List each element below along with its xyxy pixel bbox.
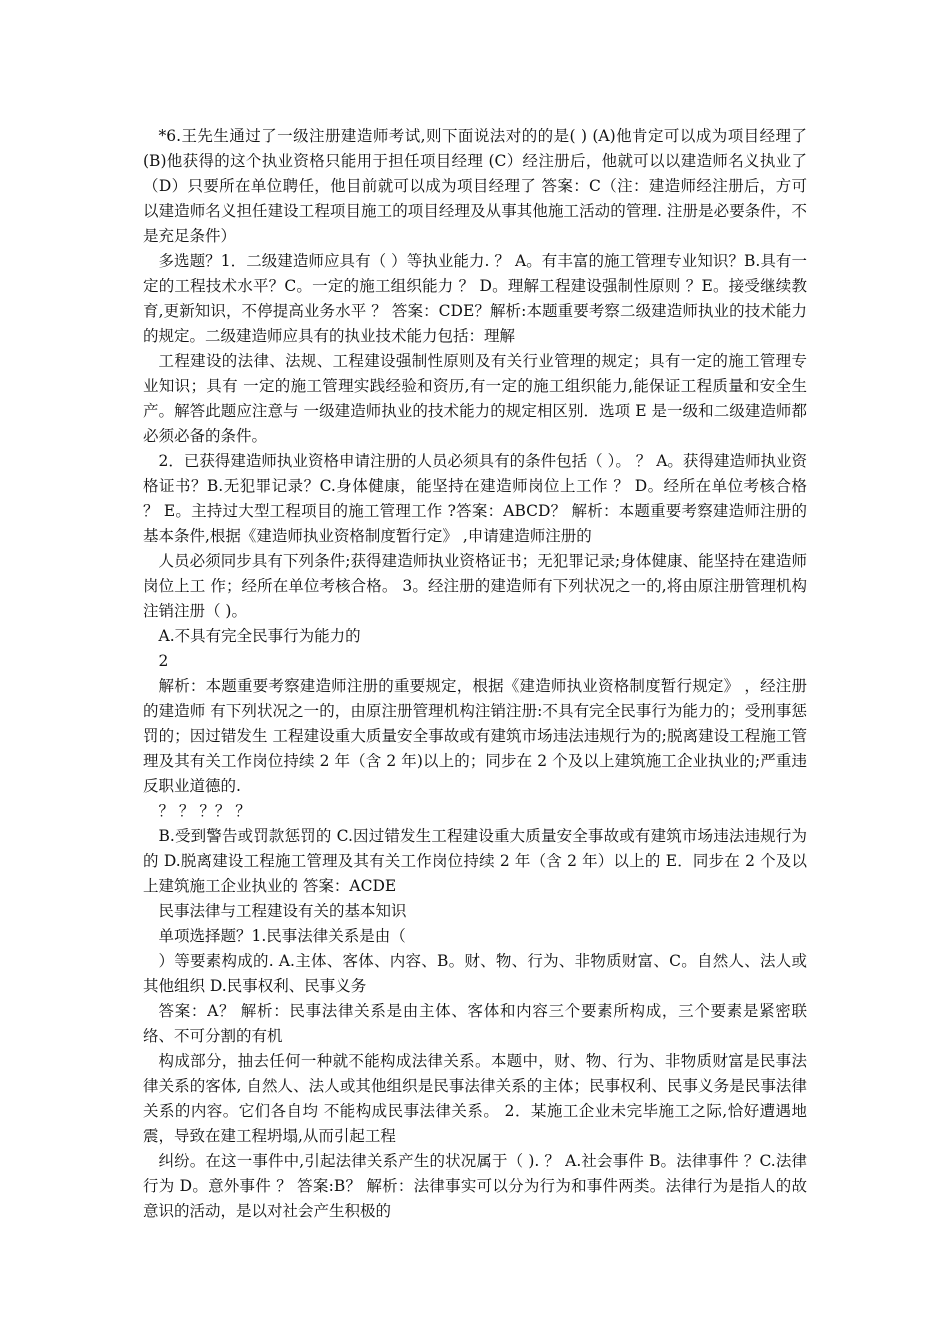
paragraph-single-choice-q1: 单项选择题？1.民事法律关系是由（ <box>158 927 406 945</box>
paragraph-q1-analysis-cont: 工程建设的法律、法规、工程建设强制性原则及有关行业管理的规定；具有一定的施工管理专业知识；具有 一定的施工管理实践经验和资历,有一定的施工组织能力,能保证工程质量和安全生产。解答此题应注意与 一级建造师执业的技术能力的规定相区别．选项 E 是一级和二级建造师都必须必备的条件。 <box>143 352 807 445</box>
paragraph-multi-choice-q1: 多选题？1．二级建造师应具有（ ）等执业能力. ？ A。有丰富的施工管理专业知识？B.具有一定的工程技术水平？C。一定的施工组织能力 ？ D。理解工程建设强制性原则 ？E。接受继续教育,更新知识，不停提高业务水平 ？ 答案：CDE？解析:本题重要考察二级建造师执业的技术能力的规定。二级建造师应具有的执业技术能力包括：理解 <box>143 252 807 345</box>
paragraph-q6: *6.王先生通过了一级注册建造师考试,则下面说法对的的是( ) (A)他肯定可以成为项目经理了 (B)他获得的这个执业资格只能用于担任项目经理 (C）经注册后，他就可以以建造师名义执业了 （D）只要所在单位聘任，他目前就可以成为项目经理了 答案：C（注：建造师经注册后，方可以建造师名义担任建设工程项目施工的项目经理及从事其他施工活动的管理. 注册是必要条件，不是充足条件） <box>143 127 807 245</box>
paragraph-single-q1-analysis-q2: 构成部分，抽去任何一种就不能构成法律关系。本题中，财、物、行为、非物质财富是民事法律关系的客体, 自然人、法人或其他组织是民事法律关系的主体；民事权利、民事义务是民事法律关系的内容。它们各自均 不能构成民事法律关系。 2．某施工企业未完毕施工之际,恰好遭遇地震，导致在建工程坍塌,从而引起工程 <box>143 1052 807 1145</box>
paragraph-q3-analysis: 解析：本题重要考察建造师注册的重要规定，根据《建造师执业资格制度暂行规定》 ，经注册的建造师 有下列状况之一的，由原注册管理机构注销注册:不具有完全民事行为能力的；受刑事惩罚的；因过错发生 工程建设重大质量安全事故或有建筑市场违法违规行为的;脱离建设工程施工管理及其有关工作岗位持续 2 年（含 2 年)以上的；同步在 2 个及以上建筑施工企业执业的;严重违反职业道德的. <box>143 677 807 795</box>
paragraph-q2-cont-q3: 人员必须同步具有下列条件;获得建造师执业资格证书；无犯罪记录;身体健康、能坚持在建造师岗位上工 作；经所在单位考核合格。 3。经注册的建造师有下列状况之一的,将由原注册管理机构注销注册（ )。 <box>143 552 807 620</box>
section-heading-civil-law: 民事法律与工程建设有关的基本知识 <box>158 902 407 920</box>
document-body <box>143 124 807 1224</box>
paragraph-single-q2-cont: 纠纷。在这一事件中,引起法律关系产生的状况属于（ ). ？ A.社会事件 B。法律事件 ？C.法律行为 D。意外事件 ？ 答案:B？ 解析：法律事实可以分为行为和事件两类。法律行为是指人的故意识的活动，是以对社会产生积极的 <box>143 1152 807 1220</box>
paragraph-q3-option-a: A.不具有完全民事行为能力的 <box>158 627 361 645</box>
paragraph-single-q1-options: ）等要素构成的. A.主体、客体、内容、B。财、物、行为、非物质财富、C。自然人、法人或其他组织 D.民事权利、民事义务 <box>143 952 807 995</box>
paragraph-single-q1-answer: 答案：A？ 解析：民事法律关系是由主体、客体和内容三个要素所构成，三个要素是紧密联络、不可分割的有机 <box>143 1002 807 1045</box>
paragraph-q3-options-answer: B.受到警告或罚款惩罚的 C.因过错发生工程建设重大质量安全事故或有建筑市场违法违规行为的 D.脱离建设工程施工管理及其有关工作岗位持续 2 年（含 2 年）以上的 E．同步在 2 个及以上建筑施工企业执业的 答案：ACDE <box>143 827 807 895</box>
paragraph-q2: 2．已获得建造师执业资格申请注册的人员必须具有的条件包括（ ）。 ？ A。获得建造师执业资格证书？B.无犯罪记录？C.身体健康，能坚持在建造师岗位上工作 ？ D。经所在单位考核合格 ？ E。主持过大型工程项目的施工管理工作 ?答案：ABCD？ 解析：本题重要考察建造师注册的基本条件,根据《建造师执业资格制度暂行定》 ,申请建造师注册的 <box>143 452 807 545</box>
paragraph-placeholder-marks: ？ ？ ？？ ？ <box>158 802 251 820</box>
paragraph-page-number: 2 <box>158 652 169 670</box>
